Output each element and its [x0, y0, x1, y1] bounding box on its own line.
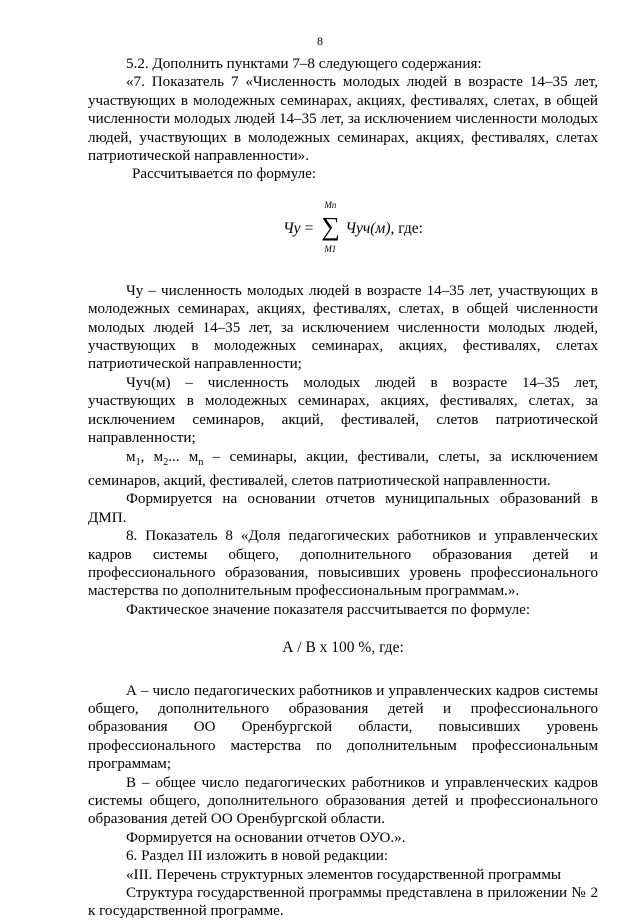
- paragraph-source-ouo: Формируется на основании отчетов ОУО.».: [126, 829, 406, 846]
- document-body: [88, 55, 598, 921]
- paragraph-structure: Структура государственной программы представлена в приложении № 2 к государственной программе.: [88, 885, 598, 920]
- paragraph-formula-intro-2: Фактическое значение показателя рассчитывается по формуле:: [126, 601, 531, 618]
- definition-b: В – общее число педагогических работников и управленческих кадров системы общего, дополнительного образования детей и профессионального образования детей ОО Оренбургской области.: [88, 774, 598, 828]
- formula-equals: =: [304, 219, 314, 237]
- paragraph-formula-intro: Рассчитывается по формуле:: [132, 166, 317, 183]
- formula-a-b: А / В х 100 %, где:: [282, 639, 404, 657]
- definition-m: $м_1$, $м_2$... $м_n$ – семинары, акции, фестивали, слеты, за исключением семинаров, акций, фестивалей, слетов патриотической направленности.: [88, 448, 598, 489]
- page-number: 8: [317, 34, 323, 48]
- paragraph-section-6: 6. Раздел III изложить в новой редакции:: [126, 848, 389, 865]
- paragraph-indicator-8: 8. Показатель 8 «Доля педагогических работников и управленческих кадров системы общего, дополнительного образования детей и профессионального образования, повысивших уровень профессионального мастерства по дополнительным профессиональным программам.».: [88, 528, 598, 600]
- sigma-glyph: ∑: [321, 211, 340, 241]
- formula-term: Чуч(м): [345, 219, 391, 237]
- formula-chu: [88, 196, 598, 266]
- definition-chu: Чу – численность молодых людей в возрасте 14–35 лет, участвующих в молодежных семинарах, акциях, фестивалях, слетах, в общей численности молодых людей 14–35 лет, за исключением численности молодых людей, участвующих в молодежных семинарах, акциях, фестивалях, слетах патриотической направленности;: [88, 282, 598, 373]
- definition-chuch: Чуч(м) – численность молодых людей в возрасте 14–35 лет, участвующих в молодежных семинарах, акциях, фестивалях, слетах, за исключением семинаров, акций, фестивалей, слетов патриотической направленности;: [88, 374, 598, 447]
- summation-symbol: [320, 200, 342, 258]
- definition-a: А – число педагогических работников и управленческих кадров системы общего, дополнительного образования детей и профессионального образования ОО Оренбургской области, повысивших уровень профессионального мастерства по дополнительным профессиональным программам;: [88, 682, 598, 773]
- paragraph-5-2: 5.2. Дополнить пунктами 7–8 следующего содержания:: [126, 56, 482, 72]
- section-heading-iii: «III. Перечень структурных элементов государственной программы: [126, 866, 562, 883]
- paragraph-indicator-7: «7. Показатель 7 «Численность молодых людей в возрасте 14–35 лет, участвующих в молодежных семинарах, акциях, фестивалях, слетах, в общей численности молодых людей 14–35 лет, за исключением численности молодых людей, участвующих в молодежных семинарах, акциях, фестивалях, слетах патриотической направленности».: [88, 74, 598, 165]
- formula-tail: , где:: [390, 219, 423, 237]
- sum-lower-limit: М1: [324, 243, 337, 254]
- paragraph-source-dmp: Формируется на основании отчетов муниципальных образований в ДМП.: [88, 491, 598, 526]
- formula-lhs: Чу: [283, 219, 301, 237]
- sum-upper-limit: Мn: [324, 199, 337, 210]
